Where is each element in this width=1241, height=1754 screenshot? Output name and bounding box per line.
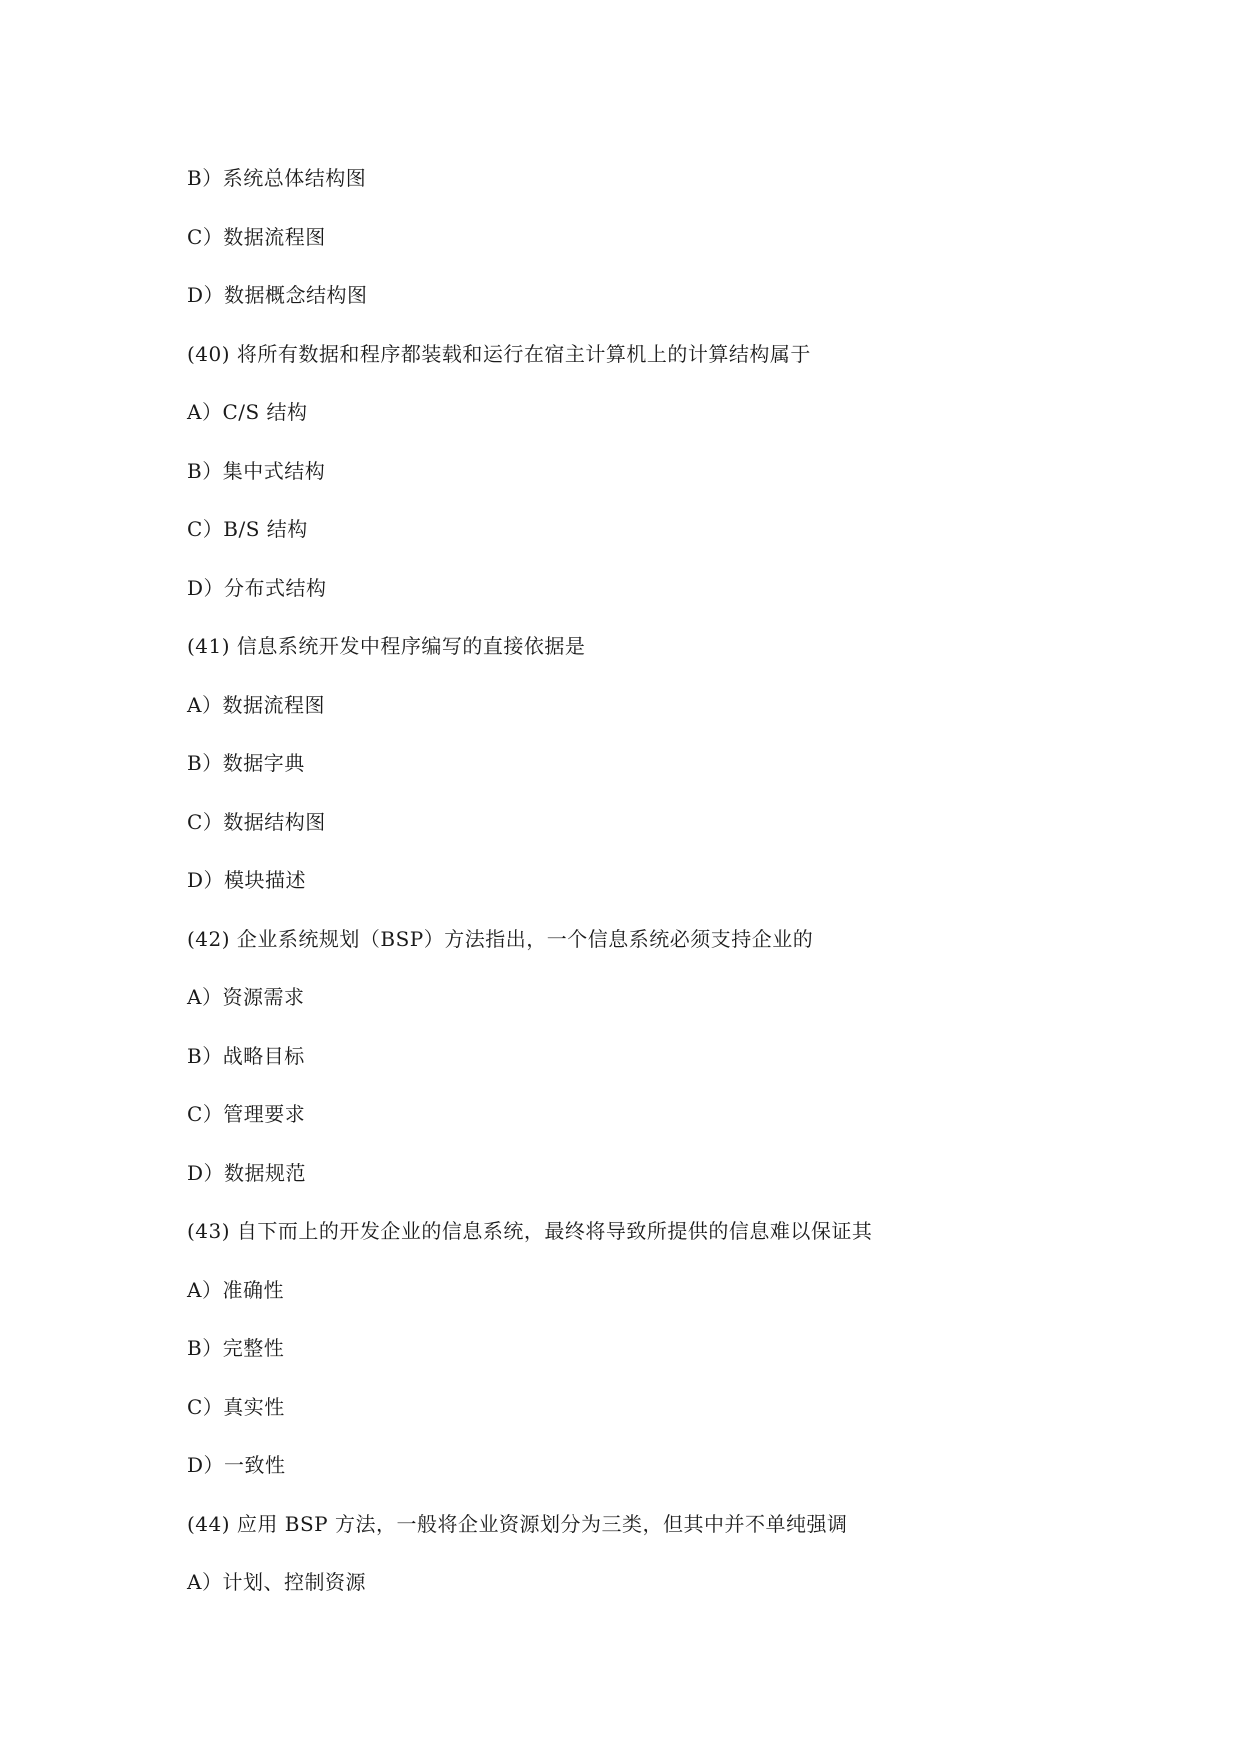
- option-a-q40: A）C/S 结构: [187, 400, 308, 424]
- option-d-q42: D）数据规范: [187, 1161, 307, 1185]
- option-d-q43: D）一致性: [187, 1453, 286, 1477]
- question-40: (40) 将所有数据和程序都装载和运行在宿主计算机上的计算结构属于: [187, 342, 811, 366]
- option-c-q41: C）数据结构图: [187, 810, 326, 834]
- option-c-q42: C）管理要求: [187, 1102, 306, 1126]
- option-b-q42: B）战略目标: [187, 1044, 305, 1068]
- option-d-q40: D）分布式结构: [187, 576, 327, 600]
- option-b-q43: B）完整性: [187, 1336, 285, 1360]
- option-a-q42: A）资源需求: [187, 985, 305, 1009]
- question-42: (42) 企业系统规划（BSP）方法指出，一个信息系统必须支持企业的: [187, 927, 814, 951]
- option-c-q40: C）B/S 结构: [187, 517, 308, 541]
- option-b-q39: B）系统总体结构图: [187, 166, 367, 190]
- option-a-q44: A）计划、控制资源: [187, 1570, 366, 1594]
- option-a-q41: A）数据流程图: [187, 693, 325, 717]
- option-d-q41: D）模块描述: [187, 868, 307, 892]
- option-d-q39: D）数据概念结构图: [187, 283, 368, 307]
- option-b-q40: B）集中式结构: [187, 459, 326, 483]
- option-a-q43: A）准确性: [187, 1278, 284, 1302]
- option-b-q41: B）数据字典: [187, 751, 305, 775]
- question-41: (41) 信息系统开发中程序编写的直接依据是: [187, 634, 586, 658]
- question-43: (43) 自下而上的开发企业的信息系统，最终将导致所提供的信息难以保证其: [187, 1219, 873, 1243]
- question-44: (44) 应用 BSP 方法，一般将企业资源划分为三类，但其中并不单纯强调: [187, 1512, 848, 1536]
- option-c-q43: C）真实性: [187, 1395, 285, 1419]
- option-c-q39: C）数据流程图: [187, 225, 326, 249]
